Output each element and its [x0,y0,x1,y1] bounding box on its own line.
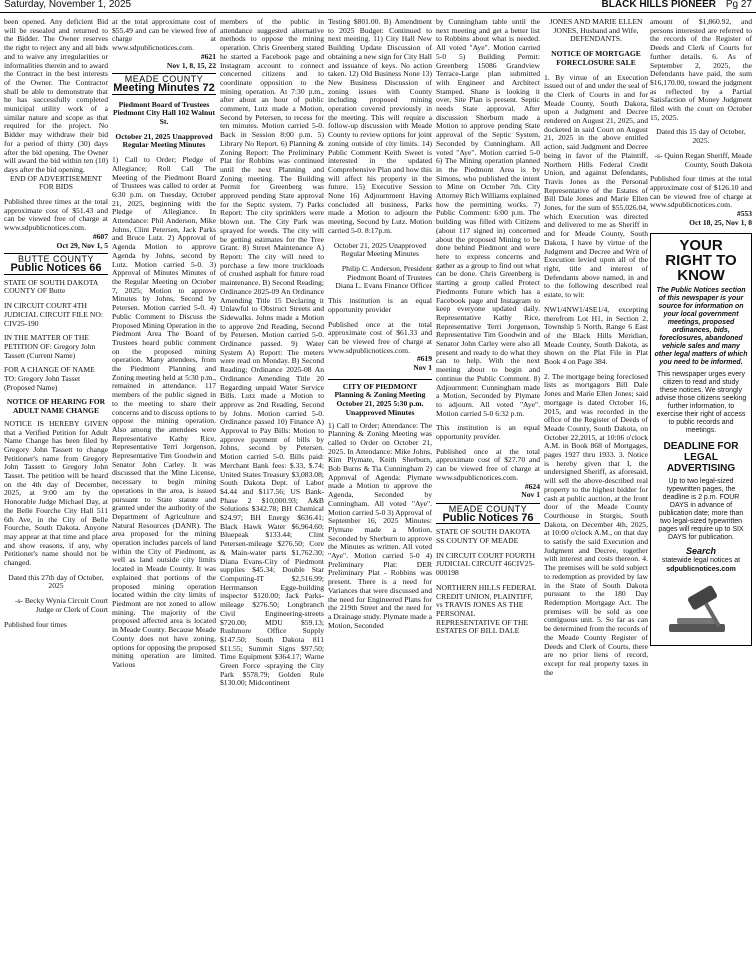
pz-heading: CITY OF PIEDMONT Planning & Zoning Meeting October 21, 2025 5:30 p.m. Unapproved Minutes [328,379,432,418]
signature: -s- Quinn Regan Sheriff, Meade County, South Dakota [654,150,752,169]
search-url[interactable]: sdpublicnotices.com [666,566,736,574]
deadline-heading: DEADLINE FOR LEGAL ADVERTISING [663,441,739,475]
parties: NORTHERN HILLS FEDERAL CREDIT UNION, PLAINTIFF, vs TRAVIS JONES AS THE PERSONAL REPRESENTATIVE OF THE ESTATES OF BILL DALE [436,582,537,636]
notice-id: #607 [92,231,108,241]
notice-heading: NOTICE OF HEARING FOR ADULT NAME CHANGE [6,397,106,416]
section-title: Public Notices 66 [10,261,102,274]
notice-body: 1. By virtue of an Execution issued out of and under the seal of the Clerk of Courts in and for Meade County, South Dakota, upon a Judgment and Decree rendered on August 21, 2025, and docketed in said Court on August 21, 2025 in the above entitled action, said Judgment and Decree being in favor of the Plaintiff, Northern Hills Federal Credit Union, and against Defendants, Travis Jones as the Personal Representative of the Estates of Bill Dale Jones and Marie Ellen Jones, for the sum of $55,026.04, which Execution was directed and delivered to me as Sheriff in and for Meade County, South Dakota, I have by virtue of the Judgment and Decree and Writ of Execution levied upon all of the right, title and interest of Defendants above named, in and to the following described real estate, to wit: [544,72,648,300]
bid-notice-text: been opened. Any deficient Bid will be resealed and returned to the Bidder. The Owner reserves the right to reject any and all bids and to waive any irregularities or informalities therein and to award the Contract in the best interests of the Owner. The Contractor shall be able to demonstrate that he has successfully completed municipal utility work of a similar nature and scope as that required for the project. No Bidder may withdraw their bid for a period of thirty (30) days after the bid opening. The Owner will award the bid within ten (10) days after the bid opening. [4,18,108,174]
signature: Philip C. Anderson, President Piedmont Board of Trustees Diana L. Evans Finance Officer [335,263,432,291]
section-county: BUTTE COUNTY [17,254,94,265]
column-2 [112,18,216,972]
board-heading: Piedmont Board of Trustees Piedmont City Hall 102 Walnut St. [113,99,215,127]
dated-line: Dated this 15 day of October, 2025. [656,127,746,146]
court: IN CIRCUIT COURT FOURTH JUDICIAL CIRCUIT 46CIV25-000198 [436,550,536,578]
newspaper-name: BLACK HILLS PIONEER [601,0,716,10]
caption: STATE OF SOUTH DAKOTA COUNTY OF Butte [4,277,98,296]
notice-dates: Oct 18, 25, Nov 1, 8 [689,217,752,227]
notice-dates: Nov 1 [413,363,432,373]
section-county: MEADE COUNTY [448,503,528,514]
published-four: Published four times [4,619,67,629]
notice-id: #553 [736,209,752,219]
publication-cost: Published once at the total approximate cost of $27.70 and can be viewed free of charge at www.sdpublicnotices.com. [436,446,540,482]
search-body: statewide legal notices at [661,557,741,565]
column-1 [4,18,108,972]
notice-dates: Oct 29, Nov 1, 5 [56,240,108,250]
pz-body: by Cunningham table until the next meeting and get a better list to Robbins about what is needed. All voted "Aye". Motion carried 5-0 5) Building Permit: Greenberg 15086 Grandview Terrace-Large plan submitted with Engineer and Architect Stamped. Shane is looking it over, Site Plan is present. Septic needs State approval. After discussion Sherburn made a Motion to approve pending State approval of the Septic System, Seconded by Cunningham. All voted "Aye". Motion carried 5-0 6) The Mining operation planned in the Piedmont Area is by Simons, who published the intent to Mine on October 7th. City Attorney Rich Williams explained how the permitting works. 7) Public Comment: 6:00 p.m. The building was filled with Citizens (about 117 signed in) concerned about the proposed Mining to be done behind Piedmont and were here to express concerns and gather as a group to find out what can be done. Chris Greenberg is starting a group called Protect Piedmonts Future which has a Facebook page and Instagram to keep everyone updated daily. Representative Kathy Rice, Representative Terri Jorgenson, Representative Tim Goodwin and Senator John Carley were also all present and ready to do what they can to help. With the next meeting about to begin and continue the Public Comment. 8) Adjournment: Cunningham made a Motion, Seconded by Plymate to adjourn. All voted "Aye". Motion carried 5-0 6:32 p.m. [436,18,540,418]
meeting-date: October 21, 2025 Unapproved Regular Meeting Minutes [115,131,213,150]
rtk-title: YOUR RIGHT TO KNOW [665,237,737,285]
publication-cost: Published once at the total approximate cost of $61.33 and can be viewed free of charge at www.sdpublicnotices.com. [328,319,432,355]
gavel-icon [661,578,741,638]
publication-cost: Published three times at the total approximate cost of $51.43 and can be viewed free of charge at www.sdpublicnotices.com. [4,197,108,233]
equal-opportunity: This institution is an equal opportunity provider [328,296,432,314]
signature: -s- Becky Wynia Circuit Court Judge or Clerk of Court [14,596,108,614]
column-4 [328,18,432,972]
dated-line: Dated this 27th day of October, 2025 [8,572,104,591]
notice-dates: Nov 1 [521,490,540,500]
legal-description: NW1/4NW1/4SE1/4, excepting therefrom Lot H1, in Section 2, Township 5 North, Range 6 East of the Black Hills Meridian, Meade County, South Dakota, as shown on the Plat File in Plat Book 4 on Page 384. [544,304,648,367]
issue-date: Saturday, November 1, 2025 [4,0,132,10]
notices-columns [0,18,756,972]
minutes-body: members of the public in attendance suggested alternative methods to oppose the mining operation. Chris Greenberg stated he started a Facebook page and Instagram account to connect concerned citizens and to coordinate opposition to the mining operation. At 7:30 p.m., after about an hour of public comment, Lutz made a Motion, Second by Petersen, to recess for ten minutes. Motion carried 5-0. Back in Session 8:00 p.m. 5) Library No Report. 6) Planning & Zoning Report: The Preliminary Plat for Robbins was continued until the next Planning and Zoning meeting. The Building Permit for Greenberg was approved pending State approval for the Septic system. 7) Parks Report: The city sprinklers were blown out. The City Park was sprayed for weeds. The city will be getting estimates for the Tree Grant. 8) Street Maintenance A) Report: The city will need to purchase a few more truckloads of crushed asphalt for future road maintenance. B) Second Reading; Ordinance 2025-09 An Ordinance Amending Title 15 Declaring it Unlawful to Obstruct Streets and Sidewalks. Johns made a Motion to approve 2nd Reading, Second by Petersen. Motion carried 5-0. Ordinance passed. 9) Water System A) Report: The meters were read on Monday. B) Second Reading; Ordinance 2025-08 An Ordinance Amending Title 20 Regarding unpaid Water Service Bills. Lutz made a Motion to approve as 2nd Reading, Second by Johns. Motion carried 5-0. Ordinance passed 10) Finance A) Approval to Pay Bills: Motion to approve payment of bills by Johns, second by Petersen. Motion carried 5-0. Bills paid: Merchant Bank fees: $.33, $.74; United States Treasury $3,083.08; South Dakota Dept. of Labor $4.44 and $117.56; US Bank-Phase 2 $10,000.93; A&B Solutions $342.78; BH Chemical $24.97; BH Energy $636.41; Black Hawk Water $6,964.60; Bluepeak $133.44; Clint Petersen-mileage $276.50; Core & Main-water parts $1,762.30; Diana Evans-City of Piedmont supplies $45.34; Double Star Computing-IT $2,516.99; Herrmanson Egge-building inspector $120.00; Jack Parks-mileage $276.50; Longbranch Civil Engineering-streets $720.00; MDU $59.13; Rushmore Office Supply $147.50; South Dakota 811 $11.55; Summit Signs $97.50; Time Equipment $364.17; Warne Green Force -spraying the City Park $578.79; Golden Rule $130.00; Midcontinent [220,18,324,688]
column-7 [650,18,752,972]
deadline-body: Up to two legal-sized typewritten pages, the deadline is 2 p.m. FOUR DAYS in advance of publication date; more than two legal-sized typewritten pages will require up to SIX DAYS for publication. [658,478,744,542]
equal-opportunity: This institution is an equal opportunity provider. [436,423,540,442]
pz-body: 1) Call to Order; Attendance: The Planning & Zoning Meeting was called to Order on October 21, 2025. In Attendance: Mike Johns, Kim Plymate, Keith Sherburn, Bob Burns & Tia Cunningham 2) Approval of Agenda: Plymate made a Motion to approve the Agenda, Seconded by Cunningham. All voted "Aye". Motion carried 5-0 3) Approval of September 16, 2025 Minutes: Plymate made a Motion, Seconded by Sherburn to approve the Minutes as written. All voted "Aye". Motion carried 5-0 4) Preliminary Plat: DER Preliminary Plat - Robbins was present. There is a need for Variances that were discussed and the need for Engineered Plans for the 219th Street and the need for a Drainage study. Plymate made a Motion, Seconded [328,420,432,630]
section-title: Meeting Minutes 72 [113,81,215,94]
section-banner [436,503,540,524]
column-5 [436,18,540,972]
name-change: FOR A CHANGE OF NAME TO: Gregory John Tasset (Proposed Name) [4,365,95,392]
page-header [0,0,756,13]
section-banner [112,73,216,94]
rtk-intro: The Public Notices section of this newspaper is your source for information on your local government meetings, proposed ordinances, bids, foreclosures, abandoned vehicle sales and many other legal matters of which you need to be informed. [654,287,748,367]
rtk-advice: This newspaper urges every citizen to read and study these notices. We strongly advise those citizens seeking further information, to exercise their right of access to public records and meetings. [655,371,747,435]
notice-dates: Nov 1, 8, 15, 22 [166,60,216,70]
page-number: Pg 27 [725,0,752,10]
publication-cost: Published four times at the total approximate cost of $126.10 and can be viewed free of charge at www.sdpublicnotices.com. [650,174,752,210]
column-3 [220,18,324,972]
minutes-body: 1) Call to Order; Pledge of Allegiance; Roll Call The Meeting of the Piedmont Board of Trustees was called to order at 6:30 p.m. on Tuesday, October 21, 2025, beginning with the Pledge of Allegiance. In Attendance: Phil Anderson, Mike Johns, Clint Petersen, Jack Parks and Bruce Lutz. 2) Approval of Agenda Motion to approve Agenda by Johns, second by Lutz. Motion carried 5-0. 3) Approval of Minutes Minutes of the Regular Meeting on October 7, 2025; Motion to approve Minutes by Johns, Second by Petersen. Motion carried 5-0. 4) Public Comment to Discuss the Proposed Mining Operation in the Piedmont Area The Board of Trustees heard public comment on the proposed mining operation. Many attendees, from the Piedmont Planning and Zoning meeting held at 5:30 p.m., remained in attendance. 117 members of the public signed in to the meeting to share their concerns and to discuss options to oppose the mining operation. Also among the attendees were Representative Kathy Rice, Representative Terri Jorgenson, Representative Tim Goodwin and Senator John Carley. It was discussed that the Mine License, necessary to begin mining operations in the area, is issued pursuant to State statute and granted under the authority of the Department of Agriculture and Natural Resources (DANR). The area proposed for the mining operation includes parcels of land within the City of Piedmont, as well as land outside city limits located in Meade County. It was explained that portions of the proposed mining operation located within the city limits of Piedmont are not zoned to allow mining. The majority of the proposed affected area is located in Meade County. Because Meade County does not have zoning, options for opposing the proposed mining operation are limited. Various [112,155,216,669]
notice-body: NOTICE IS HEREBY GIVEN that a Verified Petition for Adult Name Change has been filed by Gregory John Tassett to change Petitioner's name from Gregory John Tassett to Gregory John Tasset. The petition will be heard on the 4th day of December, 2025, at 9:00 am by the Honorable Judge Michael Day, at the Belle Fourche City Hall 511 6th Ave, in the City of Belle Fourche, South Dakota. Anyone may appear at that time and place and show reasons, if any, why Petitioner's name should not be changed. [4,418,108,568]
publication-cost: at the total approximate cost of $55.49 and can be viewed free of charge at www.sdpublicnotices.com. [112,18,216,53]
section-title: Public Notices 76 [442,511,534,524]
right-to-know-box [650,233,752,645]
petition-matter: IN THE MATTER OF THE PETITION OF: Gregory John Tassett (Current Name) [4,333,96,360]
court: IN CIRCUIT COURT 4TH JUDICIAL CIRCUIT FILE NO: CIV25-190 [4,301,103,328]
caption: STATE OF SOUTH DAKOTA SS COUNTY OF MEADE [436,527,530,546]
minutes-body: Testing $801.00. B) Amendment to 2025 Budget: Continued to next meeting. 11) City Hall New Building Update Discussion of obtaining a new sign for City Hall and issuance of keys. No action taken. 12) Old Business None 13) New Business Discussion of zoning issues with County including proposed mining operation covered previously in the meeting. This will require a follow-up discussion with Meade County to review options for joint zoning outside of city limits. 14) Public Comment Keith Sweet is interested in the updated Comprehensive Plan and how this will affect his property in the future. 15) Executive Session None 16) Adjournment Having concluded all business, Parks made a Motion to adjourn the meeting, Second by Lutz. Motion carried 5-0. 8:17p.m. [328,18,432,235]
notice-heading: NOTICE OF MORTGAGE FORECLOSURE SALE [551,49,641,67]
section-county: MEADE COUNTY [124,74,204,85]
column-6 [544,18,648,972]
minutes-label: October 21, 2025 Unapproved Regular Meeting Minutes [333,240,427,259]
parties: JONES AND MARIE ELLEN JONES, Husband and Wife, DEFENDANTS. [549,18,643,44]
end-advertisement: END OF ADVERTISEMENT FOR BIDS [10,173,102,192]
notice-id: #619 [416,354,432,364]
notice-body-2: 2. The mortgage being foreclosed lists as mortgagors Bill Dale Jones and Marie Ellen Jones; said mortgage is dated October 16, 2015, and was recorded in the office of the Register of Deeds of Meade County, South Dakota, on October 22,2015, at 10:06 o'clock A.M. in Book 868 of Mortgages, pages 1927 thru 1933. 3. Notice is hereby given that I, the undersigned Sheriff, as aforesaid, will sell the above-described real property to the highest bidder for cash at public auction, at the front door of the Meade County Courthouse in Sturgis, South Dakota, on December 4th, 2025, at 10:00 o'clock A.M., on that day to satisfy the said Execution and Judgment and Decree, together with interest and costs thereon. 4. The premises will be sold subject to redemption as provided by law in the State of South Dakota pursuant to the 180 Day Redemption Mortgage Act. The premises will be sold as one contiguous unit. 5. So far as can be determined from the records of the Meade County Register of Deeds and Clerk of Courts, there are no prior liens of record, except for real property taxes in the [544,371,648,677]
notice-body: amount of $1,860.92, and persons interested are referred to the records of the Register of Deeds and Clerk of Courts for further details. 6. As of September 2, 2025, the Defendants have paid, the sum $16,170.00, toward the judgment as reflected by a Partial Satisfaction of Money Judgment filed with the court on October 15, 2025. [650,18,752,122]
notice-id: #624 [524,481,540,491]
search-heading: Search [685,546,717,557]
section-banner [4,253,108,274]
notice-id: #621 [200,51,216,61]
